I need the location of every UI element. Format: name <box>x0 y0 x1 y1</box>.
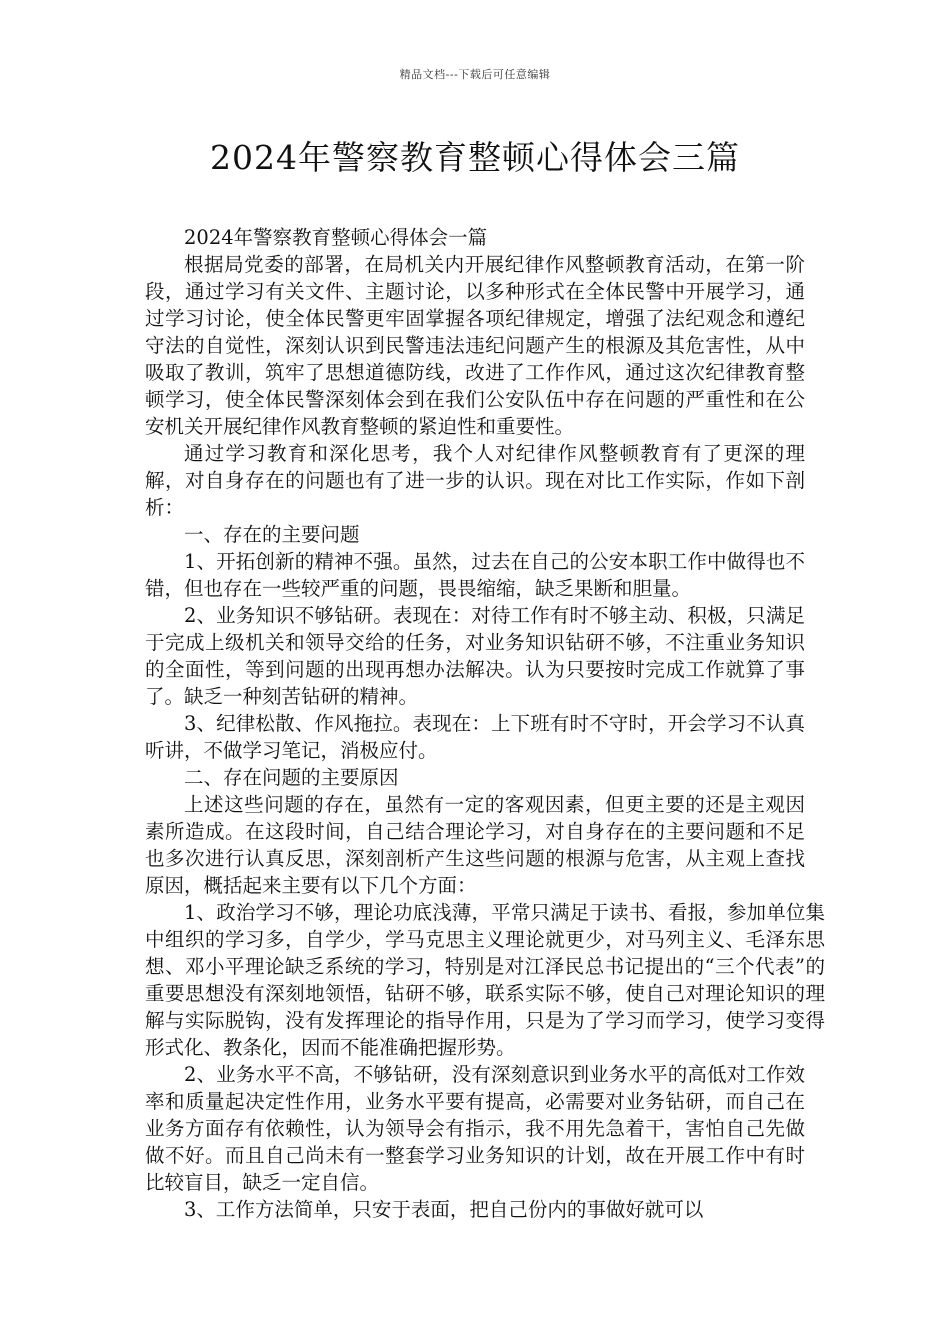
body-paragraph: 上述这些问题的存在，虽然有一定的客观因素，但更主要的还是主观因素所造成。在这段时间，自己结合理论学习，对自身存在的主要问题和不足也多次进行认真反思，深刻剖析产生这些问题的根源与危害，从主观上查找原因，概括起来主要有以下几个方面： <box>145 793 805 897</box>
list-item: 2、业务水平不高，不够钻研，没有深刻意识到业务水平的高低对工作效率和质量起决定性作用，业务水平要有提高，必需要对业务钻研，而自己在业务方面存有依赖性，认为领导会有指示，我不用先急着干，害怕自己先做做不好。而且自己尚未有一整套学习业务知识的计划，故在开展工作中有时比较盲目，缺乏一定自信。 <box>145 1063 805 1194</box>
list-item: 3、工作方法简单，只安于表面，把自己份内的事做好就可以 <box>184 1198 704 1221</box>
list-item: 3、纪律松散、作风拖拉。表现在：上下班有时不守时，开会学习不认真听讲，不做学习笔记，消极应付。 <box>145 712 805 762</box>
section-heading: 二、存在问题的主要原因 <box>184 766 399 789</box>
section-subtitle: 2024年警察教育整顿心得体会一篇 <box>184 226 488 249</box>
document-body <box>145 224 825 1223</box>
document-title: 2024年警察教育整顿心得体会三篇 <box>210 138 740 177</box>
list-item: 1、政治学习不够，理论功底浅薄，平常只满足于读书、看报，参加单位集中组织的学习多，自学少，学马克思主义理论就更少，对马列主义、毛泽东思想、邓小平理论缺乏系统的学习，特别是对江泽民总书记提出的“三个代表”的重要思想没有深刻地领悟，钻研不够，联系实际不够，使自己对理论知识的理解与实际脱钩，没有发挥理论的指导作用，只是为了学习而学习，使学习变得形式化、教条化，因而不能准确把握形势。 <box>145 901 825 1059</box>
body-paragraph: 通过学习教育和深化思考，我个人对纪律作风整顿教育有了更深的理解，对自身存在的问题也有了进一步的认识。现在对比工作实际，作如下剖析： <box>145 442 805 519</box>
list-item: 2、业务知识不够钻研。表现在：对待工作有时不够主动、积极，只满足于完成上级机关和领导交给的任务，对业务知识钻研不够，不注重业务知识的全面性，等到问题的出现再想办法解决。认为只要按时完成工作就算了事了。缺乏一种刻苦钻研的精神。 <box>145 604 805 708</box>
list-item: 1、开拓创新的精神不强。虽然，过去在自己的公安本职工作中做得也不错，但也存在一些较严重的问题，畏畏缩缩，缺乏果断和胆量。 <box>145 550 805 600</box>
header-note: 精品文档---下载后可任意编辑 <box>399 68 551 81</box>
section-heading: 一、存在的主要问题 <box>184 523 360 546</box>
body-paragraph: 根据局党委的部署，在局机关内开展纪律作风整顿教育活动，在第一阶段，通过学习有关文件、主题讨论，以多种形式在全体民警中开展学习，通过学习讨论，使全体民警更牢固掌握各项纪律规定，增强了法纪观念和遵纪守法的自觉性，深刻认识到民警违法违纪问题产生的根源及其危害性，从中吸取了教训，筑牢了思想道德防线，改进了工作作风，通过这次纪律教育整顿学习，使全体民警深刻体会到在我们公安队伍中存在问题的严重性和在公安机关开展纪律作风教育整顿的紧迫性和重要性。 <box>145 253 805 438</box>
